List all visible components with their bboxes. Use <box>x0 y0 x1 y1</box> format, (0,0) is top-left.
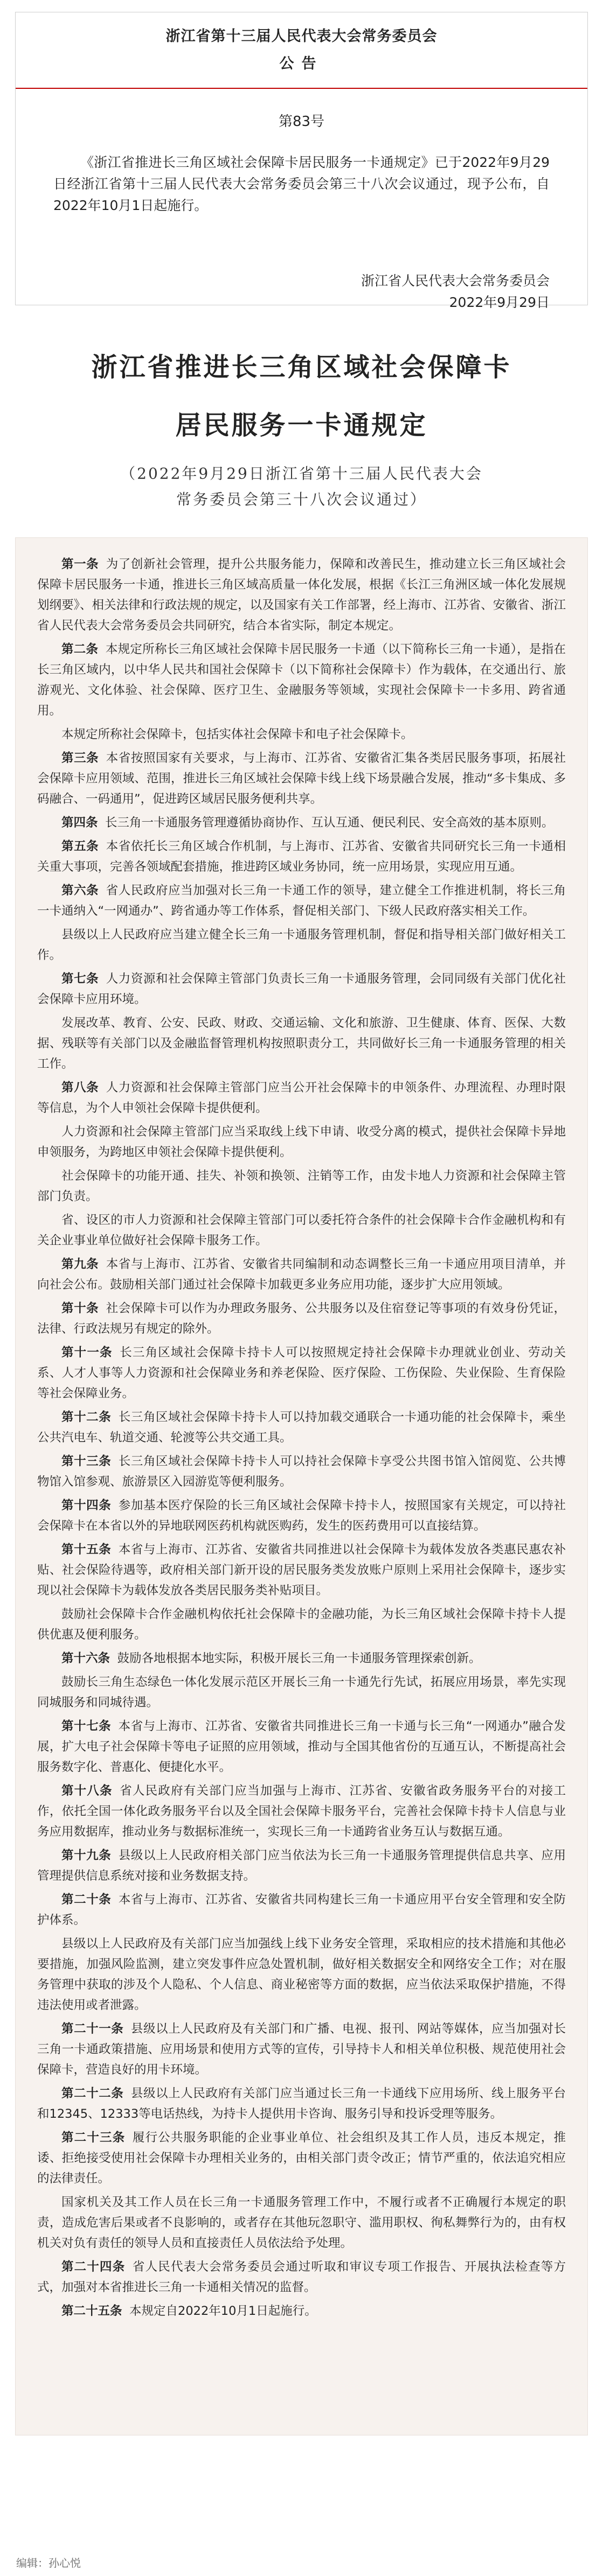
article-text: 省人民政府应当加强对长三角一卡通工作的领导，建立健全工作推进机制，将长三角一卡通纳入“一网通办”、跨省通办等工作体系，督促相关部门、下级人民政府落实相关工作。 <box>37 884 566 918</box>
article-text: 省人民政府有关部门应当加强与上海市、江苏省、安徽省政务服务平台的对接工作，依托全国一体化政务服务平台以及全国社会保障卡服务平台，完善社会保障卡持卡人信息与业务应用数据库，推动业务与数据标准统一，实现长三角一卡通跨省业务互认与数据互通。 <box>37 1784 566 1839</box>
article-number: 第二十五条 <box>61 2304 122 2318</box>
article-text: 国家机关及其工作人员在长三角一卡通服务管理工作中，不履行或者不正确履行本规定的职责，造成危害后果或者不良影响的，或者存在其他玩忽职守、滥用职权、徇私舞弊行为的，由有权机关对负有责任的领导人员和直接责任人员依法给予处理。 <box>37 2195 566 2250</box>
regulation-subtitle <box>0 461 603 513</box>
article-text: 长三角区域社会保障卡持卡人可以按照规定持社会保障卡办理就业创业、劳动关系、人才人事等人力资源和社会保障业务和养老保险、医疗保险、工伤保险、失业保险、生育保险等社会保障业务。 <box>37 1346 566 1401</box>
article-paragraph <box>37 1122 566 1163</box>
article-number: 第十七条 <box>61 1719 112 1733</box>
announcement-title: 公告 <box>279 55 324 72</box>
article-text: 履行公共服务职能的企业事业单位、社会组织及其工作人员，违反本规定，推诿、拒绝接受使用社会保障卡办理相关业务的，由相关部门责令改正；情节严重的，依法追究相应的法律责任。 <box>37 2131 566 2186</box>
article-number: 第四条 <box>61 816 98 830</box>
article-paragraph <box>37 813 566 833</box>
article-paragraph <box>37 724 566 745</box>
article-paragraph <box>37 1672 566 1713</box>
page <box>0 12 603 2576</box>
article-text: 本省与上海市、江苏省、安徽省共同推进长三角一卡通与长三角“一网通办”融合发展，扩大电子社会保障卡等电子证照的应用领域，推动与全国其他省份的互通互认，不断提高社会服务数字化、普惠化、便捷化水平。 <box>37 1719 566 1774</box>
announcement-signature <box>53 270 550 313</box>
article-paragraph <box>37 1342 566 1404</box>
article-number: 第二十二条 <box>61 2087 124 2101</box>
article-paragraph <box>37 1604 566 1645</box>
article-text: 县级以上人民政府有关部门应当通过长三角一卡通线下应用场所、线上服务平台和12345、12333等电话热线，为持卡人提供用卡咨询、服务引导和投诉受理等服务。 <box>37 2087 566 2121</box>
article-number: 第十五条 <box>61 1543 112 1557</box>
article-text: 为了创新社会管理，提升公共服务能力，保障和改善民生，推动建立长三角区域社会保障卡居民服务一卡通，推进长三角区域高质量一体化发展，根据《长江三角洲区域一体化发展规划纲要》、相关法律和行政法规的规定，以及国家有关工作部署，经上海市、江苏省、安徽省、浙江省人民代表大会常务委员会共同研究，结合本省实际，制定本规定。 <box>37 557 566 633</box>
article-text: 社会保障卡可以作为办理政务服务、公共服务以及住宿登记等事项的有效身份凭证，法律、行政法规另有规定的除外。 <box>37 1301 566 1336</box>
article-paragraph <box>37 1298 566 1339</box>
article-paragraph <box>37 1539 566 1601</box>
article-paragraph <box>37 2083 566 2124</box>
article-text: 本省与上海市、江苏省、安徽省共同构建长三角一卡通应用平台安全管理和安全防护体系。 <box>37 1893 566 1927</box>
announcement-box <box>15 12 588 310</box>
regulation-header <box>0 348 603 513</box>
article-paragraph <box>37 2192 566 2253</box>
article-paragraph <box>37 2019 566 2080</box>
editor-credit: 编辑：孙心悦 <box>16 2557 81 2570</box>
article-text: 县级以上人民政府应当建立健全长三角一卡通服务管理机制，督促和指导相关部门做好相关工作。 <box>37 928 566 962</box>
article-paragraph <box>37 2301 566 2321</box>
article-paragraph <box>37 1210 566 1251</box>
article-paragraph <box>37 836 566 877</box>
article-paragraph <box>37 1166 566 1207</box>
article-text: 县级以上人民政府及有关部门应当加强线上线下业务安全管理，采取相应的技术措施和其他必要措施，加强风险监测，建立突发事件应急处置机制，做好相关数据安全和网络安全工作；对在服务管理中获取的涉及个人隐私、个人信息、商业秘密等方面的数据，应当依法采取保护措施，不得违法使用或者泄露。 <box>37 1937 566 2012</box>
article-text: 省、设区的市人力资源和社会保障主管部门可以委托符合条件的社会保障卡合作金融机构和有关企业事业单位做好社会保障卡服务工作。 <box>37 1213 566 1248</box>
article-text: 人力资源和社会保障主管部门应当公开社会保障卡的申领条件、办理流程、办理时限等信息，为个人申领社会保障卡提供便利。 <box>37 1081 566 1115</box>
article-number: 第十四条 <box>61 1499 112 1513</box>
article-paragraph <box>37 1781 566 1842</box>
article-number: 第十条 <box>61 1301 99 1315</box>
article-number: 第十一条 <box>61 1346 113 1360</box>
article-text: 长三角区域社会保障卡持卡人可以持社会保障卡享受公共图书馆入馆阅览、公共博物馆入馆参观、旅游景区入园游览等便利服务。 <box>37 1454 566 1489</box>
article-number: 第六条 <box>61 884 99 898</box>
regulation-subtitle-line1: （2022年9月29日浙江省第十三届人民代表大会 <box>120 465 483 482</box>
announcement-body: 《浙江省推进长三角区域社会保障卡居民服务一卡通规定》已于2022年9月29日经浙江省第十三届人民代表大会常务委员会第三十八次会议通过，现予公布，自2022年10月1日起施行。 <box>53 155 550 213</box>
article-number: 第一条 <box>61 557 99 571</box>
article-text: 本省与上海市、江苏省、安徽省共同编制和动态调整长三角一卡通应用项目清单，并向社会公布。鼓励相关部门通过社会保障卡加载更多业务应用功能，逐步扩大应用领域。 <box>37 1257 566 1292</box>
article-paragraph <box>37 639 566 721</box>
article-number: 第十九条 <box>61 1849 112 1863</box>
article-paragraph <box>37 1254 566 1295</box>
regulation-title-line2: 居民服务一卡通规定 <box>175 410 428 440</box>
article-text: 本省与上海市、江苏省、安徽省共同推进以社会保障卡为载体发放各类惠民惠农补贴、社会保险待遇等，政府相关部门新开设的居民服务类发放账户原则上采用社会保障卡，逐步实现以社会保障卡为载体发放各类居民服务类补贴项目。 <box>37 1543 566 1598</box>
article-text: 人力资源和社会保障主管部门负责长三角一卡通服务管理，会同同级有关部门优化社会保障卡应用环境。 <box>37 972 566 1006</box>
article-text: 长三角一卡通服务管理遵循协商协作、互认互通、便民利民、安全高效的基本原则。 <box>105 816 554 830</box>
announcement-number: 第83号 <box>278 114 325 130</box>
article-text: 本规定自2022年10月1日起施行。 <box>129 2304 317 2318</box>
article-paragraph <box>37 1934 566 2015</box>
regulation-subtitle-line2: 常务委员会第三十八次会议通过） <box>176 491 427 508</box>
article-text: 本规定所称长三角区域社会保障卡居民服务一卡通（以下简称长三角一卡通），是指在长三角区域内，以中华人民共和国社会保障卡（以下简称社会保障卡）作为载体，在交通出行、旅游观光、文化体验、社会保障、医疗卫生、金融服务等领域，实现社会保障卡一卡多用、跨省通用。 <box>37 642 566 718</box>
article-paragraph <box>37 748 566 809</box>
article-number: 第七条 <box>61 972 99 986</box>
article-text: 社会保障卡的功能开通、挂失、补领和换领、注销等工作，由发卡地人力资源和社会保障主管部门负责。 <box>37 1169 566 1203</box>
article-text: 鼓励各地根据本地实际，积极开展长三角一卡通服务管理探索创新。 <box>117 1651 481 1665</box>
article-number: 第二十一条 <box>61 2022 124 2036</box>
article-paragraph <box>37 1407 566 1448</box>
regulation-body <box>15 537 588 2435</box>
article-paragraph <box>37 1495 566 1536</box>
announcement-sign-org: 浙江省人民代表大会常务委员会 <box>361 273 550 289</box>
article-paragraph <box>37 1648 566 1669</box>
article-text: 县级以上人民政府及有关部门和广播、电视、报刊、网站等媒体，应当加强对长三角一卡通政策措施、应用场景和使用方式等的宣传，引导持卡人和相关单位积极、规范使用社会保障卡，营造良好的用卡环境。 <box>37 2022 566 2077</box>
article-paragraph <box>37 1451 566 1492</box>
article-text: 本省按照国家有关要求，与上海市、江苏省、安徽省汇集各类居民服务事项，拓展社会保障卡应用领域、范围，推进长三角区域社会保障卡线上线下场景融合发展，推动“多卡集成、多码融合、一码通用”，促进跨区域居民服务便利共享。 <box>37 751 566 806</box>
article-paragraph <box>37 925 566 965</box>
article-paragraph <box>37 1077 566 1118</box>
article-number: 第十八条 <box>61 1784 113 1798</box>
regulation-title-line1: 浙江省推进长三角区域社会保障卡 <box>91 352 512 382</box>
announcement-org: 浙江省第十三届人民代表大会常务委员会 <box>165 28 438 45</box>
article-number: 第二十三条 <box>61 2131 126 2145</box>
announcement-sign-date: 2022年9月29日 <box>449 295 550 310</box>
article-number: 第二十四条 <box>61 2260 126 2274</box>
article-paragraph <box>37 1013 566 1074</box>
article-paragraph <box>37 2257 566 2298</box>
article-text: 省人民代表大会常务委员会通过听取和审议专项工作报告、开展执法检查等方式，加强对本省推进长三角一卡通相关情况的监督。 <box>37 2260 566 2294</box>
article-text: 鼓励社会保障卡合作金融机构依托社会保障卡的金融功能，为长三角区域社会保障卡持卡人提供优惠及便利服务。 <box>37 1607 566 1642</box>
article-text: 鼓励长三角生态绿色一体化发展示范区开展长三角一卡通先行先试，拓展应用场景，率先实现同城服务和同城待遇。 <box>37 1675 566 1710</box>
article-paragraph <box>37 1845 566 1886</box>
article-paragraph <box>37 969 566 1010</box>
article-text: 人力资源和社会保障主管部门应当采取线上线下申请、收受分离的模式，提供社会保障卡异地申领服务，为跨地区申领社会保障卡提供便利。 <box>37 1125 566 1159</box>
article-text: 本规定所称社会保障卡，包括实体社会保障卡和电子社会保障卡。 <box>61 727 413 741</box>
article-number: 第二十条 <box>61 1893 112 1907</box>
article-number: 第九条 <box>61 1257 99 1271</box>
article-number: 第八条 <box>61 1081 99 1095</box>
announcement-divider <box>16 88 587 89</box>
article-text: 发展改革、教育、公安、民政、财政、交通运输、文化和旅游、卫生健康、体育、医保、大数据、残联等有关部门以及金融监督管理机构按照职责分工，共同做好长三角一卡通服务管理的相关工作。 <box>37 1016 566 1071</box>
article-number: 第十二条 <box>61 1410 112 1424</box>
article-paragraph <box>37 1716 566 1777</box>
article-number: 第十三条 <box>61 1454 112 1468</box>
article-number: 第三条 <box>61 751 99 765</box>
article-text: 本省依托长三角区域合作机制，与上海市、江苏省、安徽省共同研究长三角一卡通相关重大事项，完善各领域配套措施，推进跨区域业务协同，统一应用场景，实现应用互通。 <box>37 839 566 874</box>
article-paragraph <box>37 2127 566 2189</box>
article-number: 第五条 <box>61 839 99 853</box>
article-text: 长三角区域社会保障卡持卡人可以持加载交通联合一卡通功能的社会保障卡，乘坐公共汽电车、轨道交通、轮渡等公共交通工具。 <box>37 1410 566 1445</box>
article-number: 第十六条 <box>61 1651 110 1665</box>
article-paragraph <box>37 1889 566 1930</box>
article-text: 县级以上人民政府相关部门应当依法为长三角一卡通服务管理提供信息共享、应用管理提供信息系统对接和业务数据支持。 <box>37 1849 566 1883</box>
article-text: 参加基本医疗保险的长三角区域社会保障卡持卡人，按照国家有关规定，可以持社会保障卡在本省以外的异地联网医药机构就医购药，发生的医药费用可以直接结算。 <box>37 1499 566 1533</box>
article-paragraph <box>37 554 566 636</box>
article-paragraph <box>37 880 566 921</box>
article-number: 第二条 <box>61 642 99 656</box>
